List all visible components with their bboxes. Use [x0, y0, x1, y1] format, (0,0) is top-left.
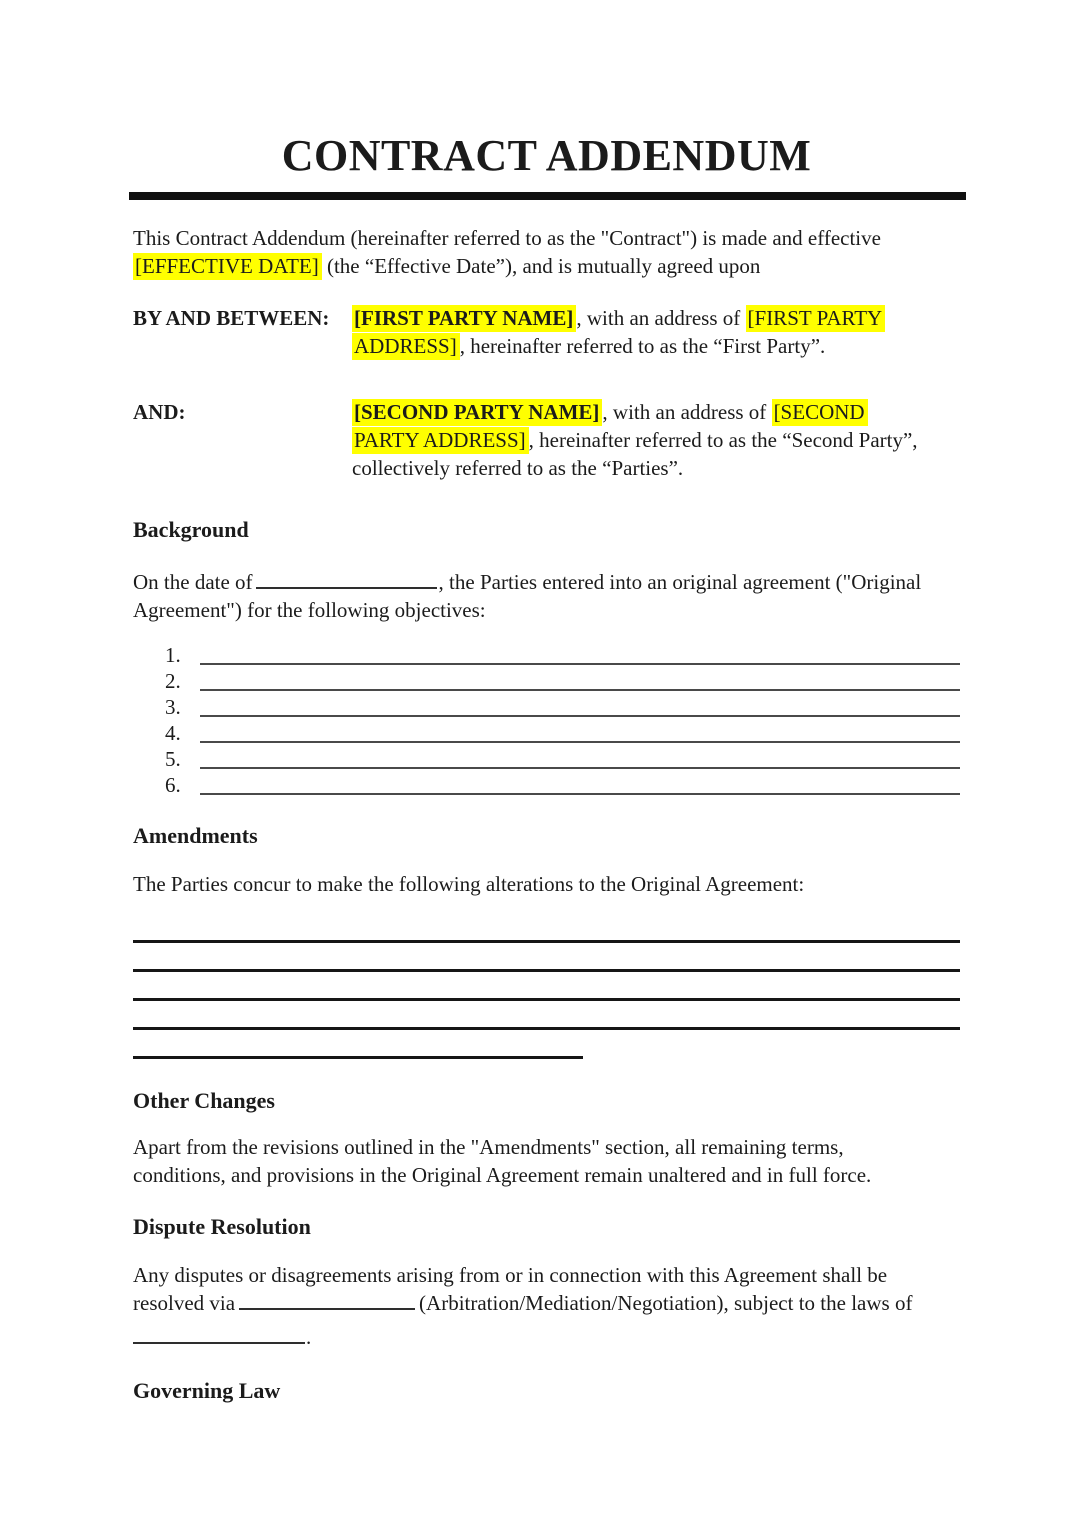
- by-and-between-label: BY AND BETWEEN:: [133, 306, 330, 330]
- dispute-line3-period: .: [306, 1325, 312, 1349]
- intro-line1: This Contract Addendum (hereinafter referred to as the "Contract") is made and effective: [133, 226, 881, 250]
- governing-law-heading: Governing Law: [133, 1378, 281, 1403]
- background-line1-before-blank: On the date of: [133, 570, 253, 594]
- background-line2: Agreement") for the following objectives:: [133, 598, 486, 622]
- second-party-connector: , with an address of: [602, 400, 772, 424]
- amendment-blank-line-2[interactable]: [133, 969, 960, 972]
- second-party-clause: [133, 398, 960, 482]
- other-changes-line2: conditions, and provisions in the Original Agreement remain unaltered and in full force.: [133, 1163, 872, 1187]
- objective-number-4: 4.: [165, 721, 181, 745]
- objective-item-5: [133, 746, 960, 772]
- dispute-line2-before-blank: resolved via: [133, 1291, 236, 1315]
- objectives-list: [133, 642, 960, 798]
- amendments-paragraph: The Parties concur to make the following alterations to the Original Agreement:: [133, 872, 805, 896]
- first-party-text: [352, 304, 960, 360]
- first-party-address-placeholder-line1[interactable]: [FIRST PARTY: [746, 305, 886, 332]
- objective-item-6: [133, 772, 960, 798]
- title-divider-rule: [129, 192, 966, 200]
- objective-item-4: [133, 720, 960, 746]
- dispute-line2-after-blank: (Arbitration/Mediation/Negotiation), subject to the laws of: [419, 1291, 913, 1315]
- objective-number-6: 6.: [165, 773, 181, 797]
- second-party-rest-line2: , hereinafter referred to as the “Second Party”,: [528, 428, 918, 452]
- dispute-resolution-heading: Dispute Resolution: [133, 1214, 311, 1239]
- objective-blank-line-6[interactable]: [200, 793, 960, 795]
- amendments-blank-lines: [133, 940, 960, 1059]
- other-changes-paragraph: [133, 1133, 960, 1189]
- objective-item-3: [133, 694, 960, 720]
- first-party-name-placeholder[interactable]: [FIRST PARTY NAME]: [352, 305, 576, 332]
- second-party-name-placeholder[interactable]: [SECOND PARTY NAME]: [352, 399, 602, 426]
- background-paragraph: [133, 568, 960, 624]
- intro-paragraph: [133, 224, 960, 280]
- intro-line2-rest: (the “Effective Date”), and is mutually agreed upon: [321, 254, 761, 278]
- second-party-address-placeholder-line2[interactable]: PARTY ADDRESS]: [352, 427, 529, 454]
- objective-item-1: [133, 642, 960, 668]
- resolution-method-blank[interactable]: [239, 1291, 415, 1310]
- objective-number-3: 3.: [165, 695, 181, 719]
- and-label: AND:: [133, 400, 186, 424]
- first-party-rest: , hereinafter referred to as the “First Party”.: [459, 334, 826, 358]
- objective-blank-line-5[interactable]: [200, 767, 960, 769]
- background-line1-after-blank: , the Parties entered into an original agreement ("Original: [438, 570, 922, 594]
- effective-date-placeholder[interactable]: [EFFECTIVE DATE]: [133, 253, 322, 280]
- other-changes-heading: Other Changes: [133, 1088, 275, 1113]
- objective-number-1: 1.: [165, 643, 181, 667]
- amendment-blank-line-3[interactable]: [133, 998, 960, 1001]
- background-heading: Background: [133, 517, 249, 542]
- amendment-blank-line-1[interactable]: [133, 940, 960, 943]
- first-party-address-placeholder-line2[interactable]: ADDRESS]: [352, 333, 460, 360]
- objective-blank-line-1[interactable]: [200, 663, 960, 665]
- dispute-resolution-lastline: [133, 1323, 960, 1351]
- first-party-clause: [133, 304, 960, 360]
- second-party-text: [352, 398, 960, 482]
- dispute-resolution-paragraph: [133, 1261, 960, 1317]
- amendments-heading: Amendments: [133, 823, 258, 848]
- objective-blank-line-2[interactable]: [200, 689, 960, 691]
- document-title: CONTRACT ADDENDUM: [281, 131, 812, 180]
- objective-blank-line-4[interactable]: [200, 741, 960, 743]
- dispute-line1: Any disputes or disagreements arising from or in connection with this Agreement shall be: [133, 1263, 888, 1287]
- first-party-connector: , with an address of: [576, 306, 746, 330]
- second-party-rest-line3: collectively referred to as the “Parties”.: [352, 456, 684, 480]
- original-agreement-date-blank[interactable]: [256, 570, 437, 589]
- second-party-address-placeholder-line1[interactable]: [SECOND: [772, 399, 868, 426]
- other-changes-line1: Apart from the revisions outlined in the "Amendments" section, all remaining terms,: [133, 1135, 844, 1159]
- objective-number-5: 5.: [165, 747, 181, 771]
- amendment-blank-line-5[interactable]: [133, 1056, 583, 1059]
- objective-blank-line-3[interactable]: [200, 715, 960, 717]
- objective-item-2: [133, 668, 960, 694]
- objective-number-2: 2.: [165, 669, 181, 693]
- amendment-blank-line-4[interactable]: [133, 1027, 960, 1030]
- governing-jurisdiction-blank[interactable]: [133, 1325, 305, 1344]
